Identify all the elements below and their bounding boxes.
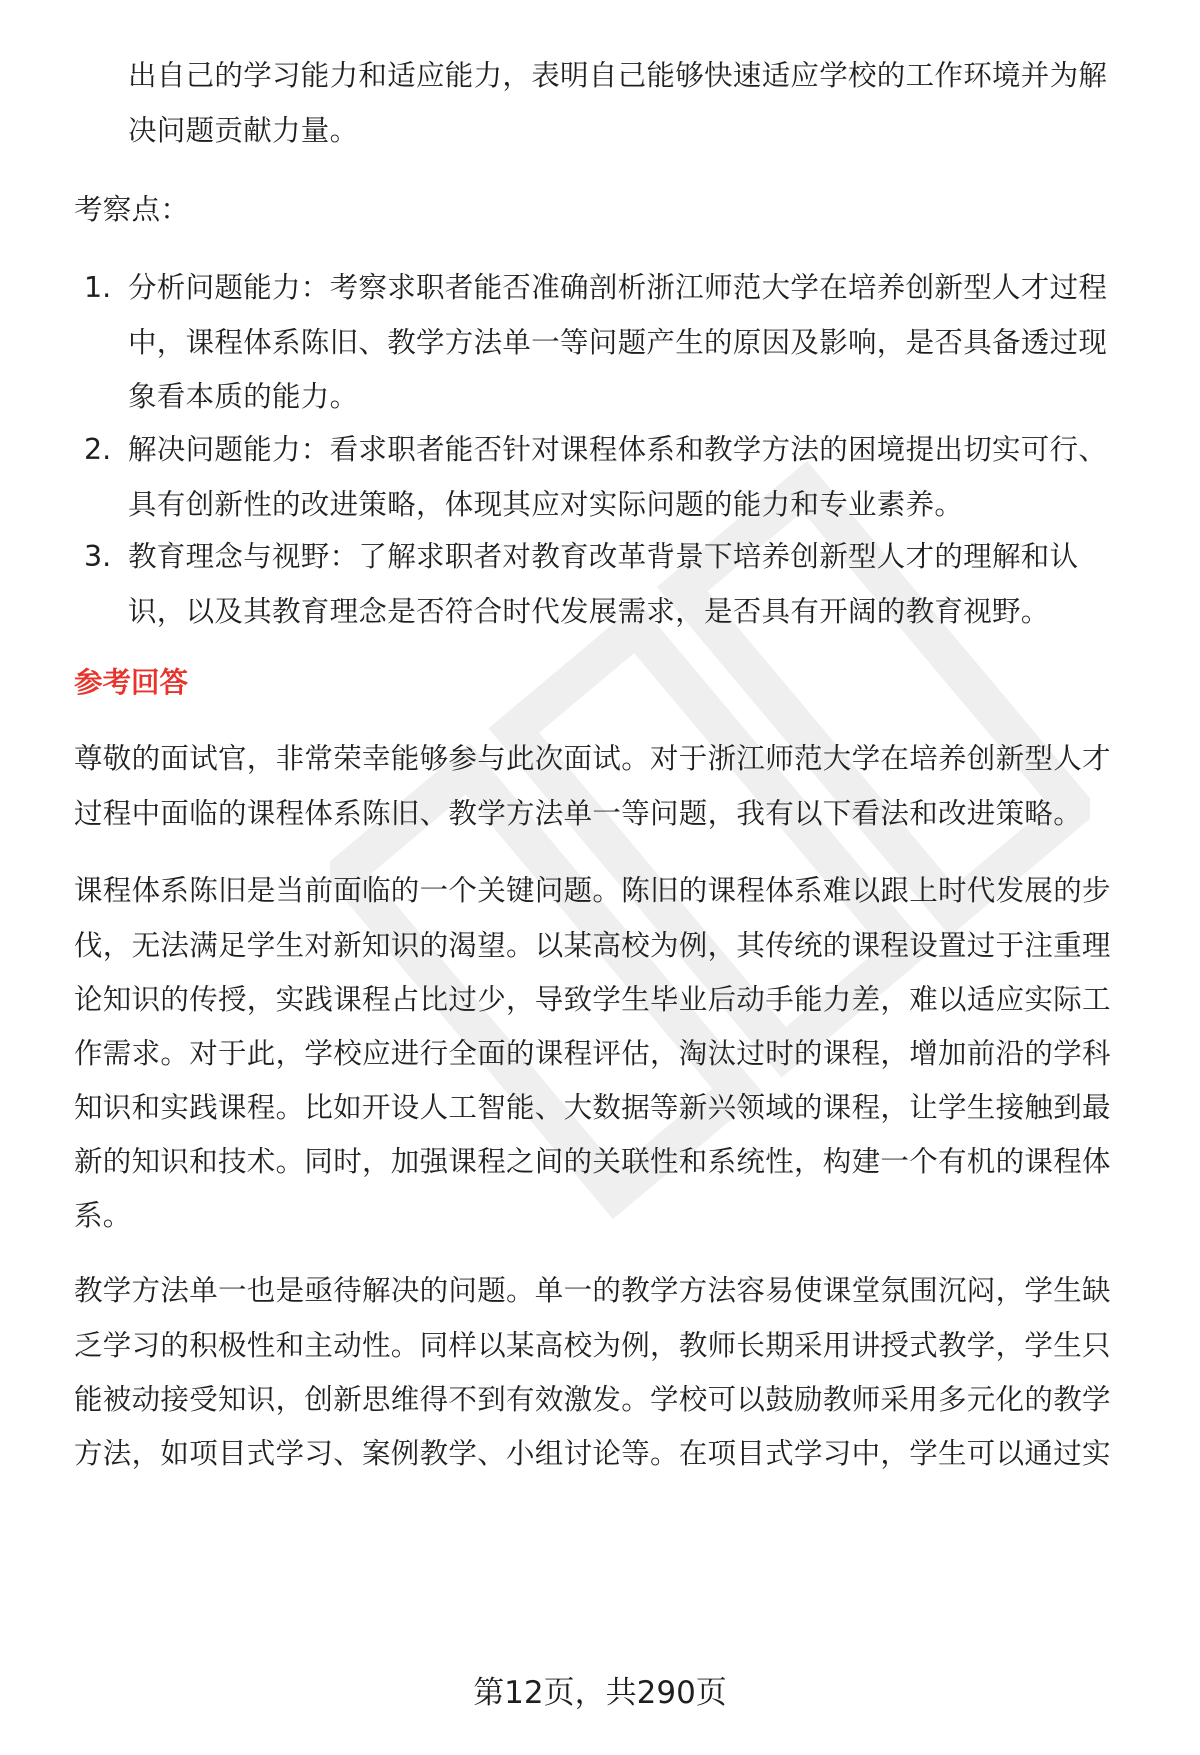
exam-point-3-number: 3. <box>84 540 112 573</box>
exam-point-2-line-1: 解决问题能力：看求职者能否针对课程体系和教学方法的困境提出切实可行、 <box>128 433 1108 466</box>
answer-p2-line-6: 新的知识和技术。同时，加强课程之间的关联性和系统性，构建一个有机的课程体 <box>74 1145 1111 1178</box>
answer-p2-line-3: 论知识的传授，实践课程占比过少，导致学生毕业后动手能力差，难以适应实际工 <box>74 983 1111 1016</box>
intro-line-2: 决问题贡献力量。 <box>128 114 359 147</box>
answer-p2-line-7: 系。 <box>74 1199 132 1232</box>
answer-p2-line-1: 课程体系陈旧是当前面临的一个关键问题。陈旧的课程体系难以跟上时代发展的步 <box>74 874 1111 907</box>
exam-point-2-line-2: 具有创新性的改进策略，体现其应对实际问题的能力和专业素养。 <box>128 488 964 521</box>
page-number-footer: 第12页，共290页 <box>473 1675 727 1711</box>
exam-point-3-line-2: 识，以及其教育理念是否符合时代发展需求，是否具有开阔的教育视野。 <box>128 595 1050 628</box>
answer-p1-line-1: 尊敬的面试官，非常荣幸能够参与此次面试。对于浙江师范大学在培养创新型人才 <box>74 742 1111 775</box>
exam-point-1-number: 1. <box>84 271 112 304</box>
answer-p1-line-2: 过程中面临的课程体系陈旧、教学方法单一等问题，我有以下看法和改进策略。 <box>74 797 1083 830</box>
answer-p2-line-2: 伐，无法满足学生对新知识的渴望。以某高校为例，其传统的课程设置过于注重理 <box>74 929 1111 962</box>
exam-point-1-line-1: 分析问题能力：考察求职者能否准确剖析浙江师范大学在培养创新型人才过程 <box>128 271 1108 304</box>
answer-p2-line-4: 作需求。对于此，学校应进行全面的课程评估，淘汰过时的课程，增加前沿的学科 <box>74 1037 1111 1070</box>
exam-point-2-number: 2. <box>84 433 112 466</box>
exam-point-1-line-2: 中，课程体系陈旧、教学方法单一等问题产生的原因及影响，是否具备透过现 <box>128 326 1108 359</box>
exam-point-1-line-3: 象看本质的能力。 <box>128 380 359 413</box>
answer-p2-line-5: 知识和实践课程。比如开设人工智能、大数据等新兴领域的课程，让学生接触到最 <box>74 1091 1111 1124</box>
reference-answer-heading: 参考回答 <box>74 666 189 699</box>
answer-p3-line-3: 能被动接受知识，创新思维得不到有效激发。学校可以鼓励教师采用多元化的教学 <box>74 1383 1111 1416</box>
intro-line-1: 出自己的学习能力和适应能力，表明自己能够快速适应学校的工作环境并为解 <box>128 59 1108 92</box>
answer-p3-line-2: 乏学习的积极性和主动性。同样以某高校为例，教师长期采用讲授式教学，学生只 <box>74 1329 1111 1362</box>
exam-points-label: 考察点： <box>74 193 190 226</box>
answer-p3-line-1: 教学方法单一也是亟待解决的问题。单一的教学方法容易使课堂氛围沉闷，学生缺 <box>74 1274 1111 1307</box>
exam-point-3-line-1: 教育理念与视野：了解求职者对教育改革背景下培养创新型人才的理解和认 <box>128 540 1079 573</box>
answer-p3-line-4: 方法，如项目式学习、案例教学、小组讨论等。在项目式学习中，学生可以通过实 <box>74 1437 1111 1470</box>
